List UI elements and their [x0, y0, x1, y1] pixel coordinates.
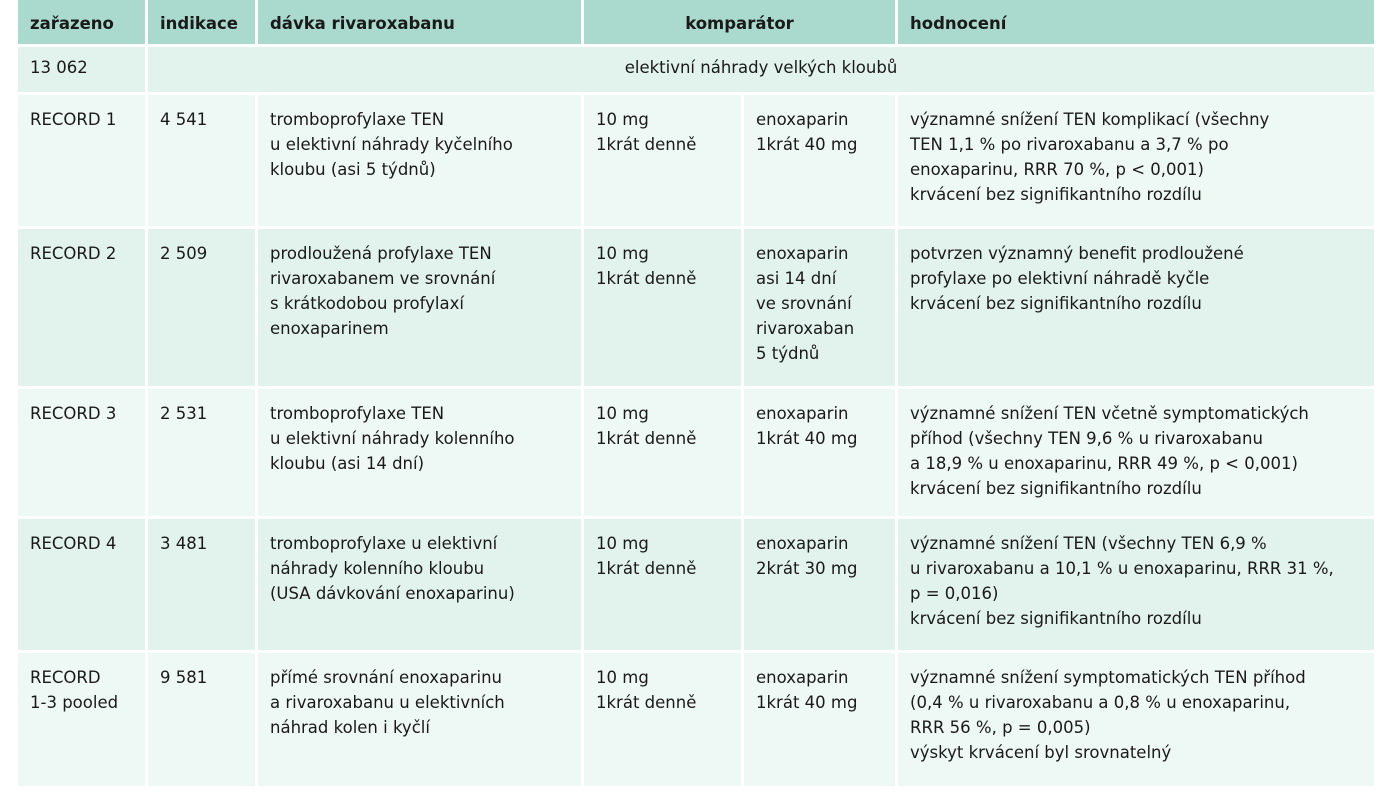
indication-line: u elektivní náhrady kyčelního	[270, 135, 513, 154]
dose-line: 1krát denně	[596, 559, 697, 578]
indication-line: kloubu (asi 5 týdnů)	[270, 160, 436, 179]
evaluation-line: významné snížení TEN komplikací (všechny	[910, 110, 1270, 129]
comparator-line: enoxaparin	[756, 244, 849, 263]
study-name	[18, 389, 148, 519]
evaluation-line: krvácení bez signifikantního rozdílu	[910, 479, 1202, 498]
header-indikace: indikace	[148, 0, 258, 47]
study-line: RECORD	[30, 668, 101, 687]
evaluation-line: (0,4 % u rivaroxabanu a 0,8 % u enoxaparinu,	[910, 693, 1291, 712]
table-row	[18, 519, 1374, 653]
evaluation-line: p = 0,016)	[910, 584, 999, 603]
table-row	[18, 389, 1374, 519]
evaluation-line: významné snížení TEN včetně symptomatických	[910, 404, 1309, 423]
evaluation-line: enoxaparinu, RRR 70 %, p < 0,001)	[910, 160, 1204, 179]
evaluation-line: potvrzen významný benefit prodloužené	[910, 244, 1244, 263]
study-n: 4 541	[148, 95, 258, 229]
study-line: 1-3 pooled	[30, 693, 119, 712]
indication-line: náhrad kolen i kyčlí	[270, 718, 430, 737]
evaluation-cell	[898, 95, 1374, 229]
comparator-cell	[744, 95, 898, 229]
study-line: RECORD 3	[30, 404, 117, 423]
evaluation-line: výskyt krvácení byl srovnatelný	[910, 743, 1172, 762]
table-row	[18, 653, 1374, 789]
indication-line: tromboprofylaxe u elektivní	[270, 534, 498, 553]
indication-cell	[258, 653, 584, 789]
comparator-line: 1krát 40 mg	[756, 135, 858, 154]
comparator-line: 1krát 40 mg	[756, 693, 858, 712]
comparator-line: enoxaparin	[756, 668, 849, 687]
dose-line: 10 mg	[596, 244, 649, 263]
table-row	[18, 229, 1374, 389]
indication-line: kloubu (asi 14 dní)	[270, 454, 425, 473]
table-wrapper	[18, 0, 1374, 789]
indication-line: a rivaroxabanu u elektivních	[270, 693, 505, 712]
indication-cell	[258, 95, 584, 229]
evaluation-line: u rivaroxabanu a 10,1 % u enoxaparinu, RRR 31 %,	[910, 559, 1334, 578]
evaluation-line: krvácení bez signifikantního rozdílu	[910, 294, 1202, 313]
dose-line: 1krát denně	[596, 429, 697, 448]
dose-cell	[584, 653, 744, 789]
header-zarazeno: zařazeno	[18, 0, 148, 47]
study-table	[18, 0, 1374, 789]
header-komparator: komparátor	[584, 0, 898, 47]
dose-line: 1krát denně	[596, 693, 697, 712]
dose-cell	[584, 95, 744, 229]
indication-line: tromboprofylaxe TEN	[270, 404, 445, 423]
study-line: RECORD 2	[30, 244, 117, 263]
evaluation-line: a 18,9 % u enoxaparinu, RRR 49 %, p < 0,001)	[910, 454, 1298, 473]
indication-cell	[258, 519, 584, 653]
evaluation-line: příhod (všechny TEN 9,6 % u rivaroxabanu	[910, 429, 1263, 448]
comparator-cell	[744, 389, 898, 519]
evaluation-line: významné snížení symptomatických TEN příhod	[910, 668, 1306, 687]
indication-line: přímé srovnání enoxaparinu	[270, 668, 502, 687]
indication-line: tromboprofylaxe TEN	[270, 110, 445, 129]
dose-cell	[584, 519, 744, 653]
indication-line: enoxaparinem	[270, 319, 389, 338]
comparator-line: 5 týdnů	[756, 344, 820, 363]
comparator-line: enoxaparin	[756, 534, 849, 553]
comparator-cell	[744, 519, 898, 653]
study-name	[18, 653, 148, 789]
comparator-line: rivaroxaban	[756, 319, 855, 338]
indication-line: rivaroxabanem ve srovnání	[270, 269, 496, 288]
table-row	[18, 95, 1374, 229]
evaluation-line: významné snížení TEN (všechny TEN 6,9 %	[910, 534, 1267, 553]
indication-line: náhrady kolenního kloubu	[270, 559, 485, 578]
dose-line: 10 mg	[596, 534, 649, 553]
evaluation-line: krvácení bez signifikantního rozdílu	[910, 185, 1202, 204]
dose-line: 10 mg	[596, 110, 649, 129]
evaluation-line: RRR 56 %, p = 0,005)	[910, 718, 1091, 737]
evaluation-cell	[898, 389, 1374, 519]
comparator-cell	[744, 229, 898, 389]
indication-line: s krátkodobou profylaxí	[270, 294, 464, 313]
dose-cell	[584, 229, 744, 389]
study-line: RECORD 1	[30, 110, 117, 129]
evaluation-cell	[898, 519, 1374, 653]
evaluation-cell	[898, 653, 1374, 789]
comparator-line: asi 14 dní	[756, 269, 837, 288]
indication-cell	[258, 389, 584, 519]
study-n: 2 531	[148, 389, 258, 519]
indication-cell	[258, 229, 584, 389]
indication-line: u elektivní náhrady kolenního	[270, 429, 515, 448]
dose-cell	[584, 389, 744, 519]
comparator-line: 2krát 30 mg	[756, 559, 858, 578]
comparator-line: enoxaparin	[756, 110, 849, 129]
evaluation-line: krvácení bez signifikantního rozdílu	[910, 609, 1202, 628]
indication-line: prodloužená profylaxe TEN	[270, 244, 492, 263]
dose-line: 10 mg	[596, 404, 649, 423]
comparator-line: ve srovnání	[756, 294, 852, 313]
study-name	[18, 95, 148, 229]
dose-line: 1krát denně	[596, 269, 697, 288]
header-row	[18, 0, 1374, 47]
study-n: 9 581	[148, 653, 258, 789]
summary-count: 13 062	[18, 47, 148, 95]
comparator-line: enoxaparin	[756, 404, 849, 423]
evaluation-line: TEN 1,1 % po rivaroxabanu a 3,7 % po	[910, 135, 1229, 154]
dose-line: 1krát denně	[596, 135, 697, 154]
indication-line: (USA dávkování enoxaparinu)	[270, 584, 515, 603]
header-hodnoceni: hodnocení	[898, 0, 1374, 47]
dose-line: 10 mg	[596, 668, 649, 687]
comparator-cell	[744, 653, 898, 789]
study-n: 2 509	[148, 229, 258, 389]
summary-row	[18, 47, 1374, 95]
evaluation-cell	[898, 229, 1374, 389]
header-davka: dávka rivaroxabanu	[258, 0, 584, 47]
study-name	[18, 519, 148, 653]
summary-label: elektivní náhrady velkých kloubů	[148, 47, 1374, 95]
evaluation-line: profylaxe po elektivní náhradě kyčle	[910, 269, 1210, 288]
study-n: 3 481	[148, 519, 258, 653]
study-line: RECORD 4	[30, 534, 117, 553]
study-name	[18, 229, 148, 389]
comparator-line: 1krát 40 mg	[756, 429, 858, 448]
